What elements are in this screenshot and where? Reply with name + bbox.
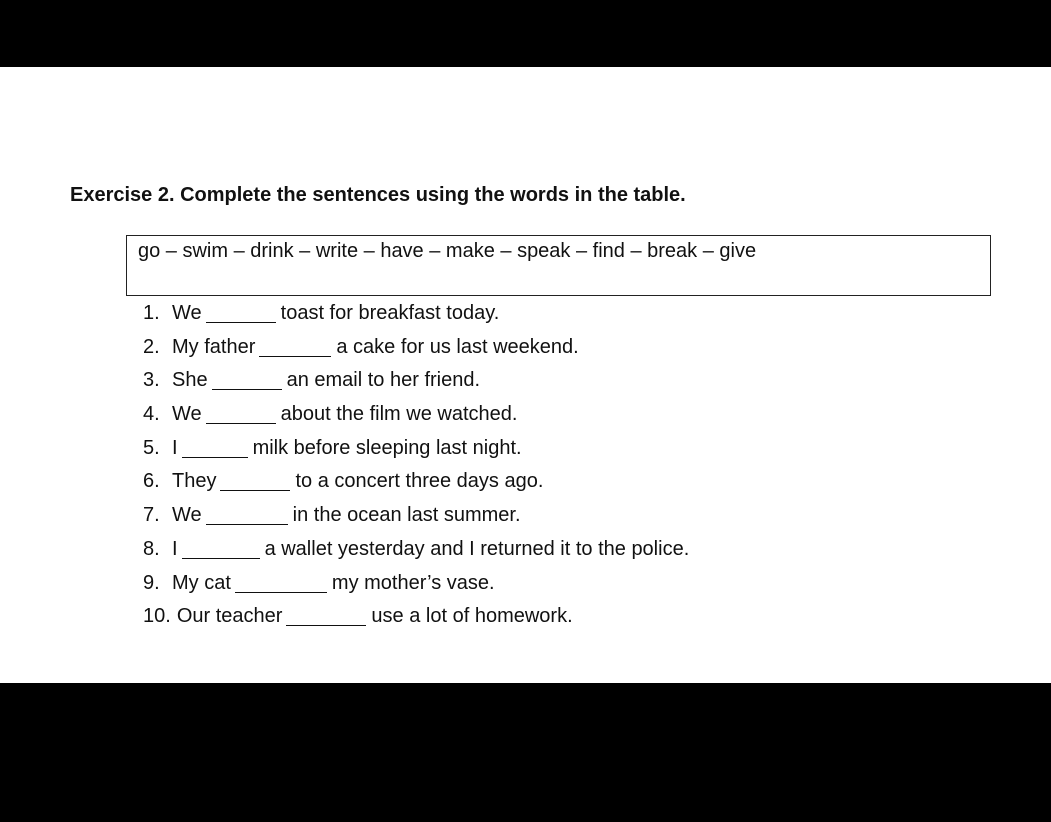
sentence-item bbox=[143, 300, 689, 334]
sentence-after: in the ocean last summer. bbox=[292, 504, 521, 527]
sentence-after: a wallet yesterday and I returned it to the police. bbox=[264, 537, 690, 560]
exercise-title: Exercise 2. Complete the sentences using the words in the table. bbox=[70, 184, 686, 206]
sentence-item bbox=[143, 570, 689, 604]
word-bank-text: go – swim – drink – write – have – make – speak – find – break – give bbox=[138, 240, 757, 262]
answer-blank bbox=[235, 574, 327, 593]
answer-blank bbox=[206, 506, 288, 525]
answer-blank bbox=[182, 439, 248, 458]
sentence-number: 1. bbox=[143, 302, 160, 324]
sentence-item bbox=[143, 334, 689, 368]
sentence-number: 3. bbox=[143, 369, 160, 392]
sentence-item bbox=[143, 401, 689, 435]
sentence-before: Our teacher bbox=[176, 605, 283, 628]
sentence-item bbox=[143, 502, 689, 536]
worksheet-page bbox=[0, 67, 1051, 683]
sentence-before: My cat bbox=[172, 571, 231, 594]
sentence-number: 6. bbox=[143, 470, 160, 493]
sentence-number: 5. bbox=[143, 436, 160, 459]
sentence-before: She bbox=[172, 369, 208, 392]
sentence-number: 4. bbox=[143, 403, 160, 426]
word-bank-table bbox=[126, 235, 991, 296]
sentence-after: a cake for us last weekend. bbox=[336, 335, 579, 358]
sentence-before: I bbox=[172, 436, 178, 459]
answer-blank bbox=[206, 304, 276, 323]
sentence-item bbox=[143, 536, 689, 570]
sentence-number: 10. bbox=[143, 605, 171, 628]
sentence-number: 9. bbox=[143, 571, 160, 594]
answer-blank bbox=[212, 371, 282, 390]
sentence-before: They bbox=[172, 470, 217, 493]
sentence-number: 2. bbox=[143, 335, 160, 358]
sentence-after: my mother’s vase. bbox=[331, 571, 495, 594]
sentence-item bbox=[143, 435, 689, 469]
sentence-before: We bbox=[172, 302, 202, 324]
sentence-before: We bbox=[172, 504, 202, 527]
answer-blank bbox=[220, 472, 290, 491]
sentence-list bbox=[143, 300, 689, 637]
sentence-after: to a concert three days ago. bbox=[295, 470, 544, 493]
sentence-item bbox=[143, 603, 689, 637]
sentence-after: milk before sleeping last night. bbox=[252, 436, 522, 459]
sentence-item bbox=[143, 468, 689, 502]
sentence-after: an email to her friend. bbox=[286, 369, 481, 392]
sentence-number: 7. bbox=[143, 504, 160, 527]
answer-blank bbox=[259, 338, 331, 357]
sentence-after: about the film we watched. bbox=[280, 403, 518, 426]
sentence-after: toast for breakfast today. bbox=[280, 302, 500, 324]
answer-blank bbox=[182, 540, 260, 559]
sentence-number: 8. bbox=[143, 537, 160, 560]
sentence-before: My father bbox=[172, 335, 256, 358]
answer-blank bbox=[206, 405, 276, 424]
sentence-after: use a lot of homework. bbox=[371, 605, 573, 628]
sentence-before: I bbox=[172, 537, 178, 560]
answer-blank bbox=[286, 607, 366, 626]
sentence-item bbox=[143, 367, 689, 401]
sentence-before: We bbox=[172, 403, 202, 426]
